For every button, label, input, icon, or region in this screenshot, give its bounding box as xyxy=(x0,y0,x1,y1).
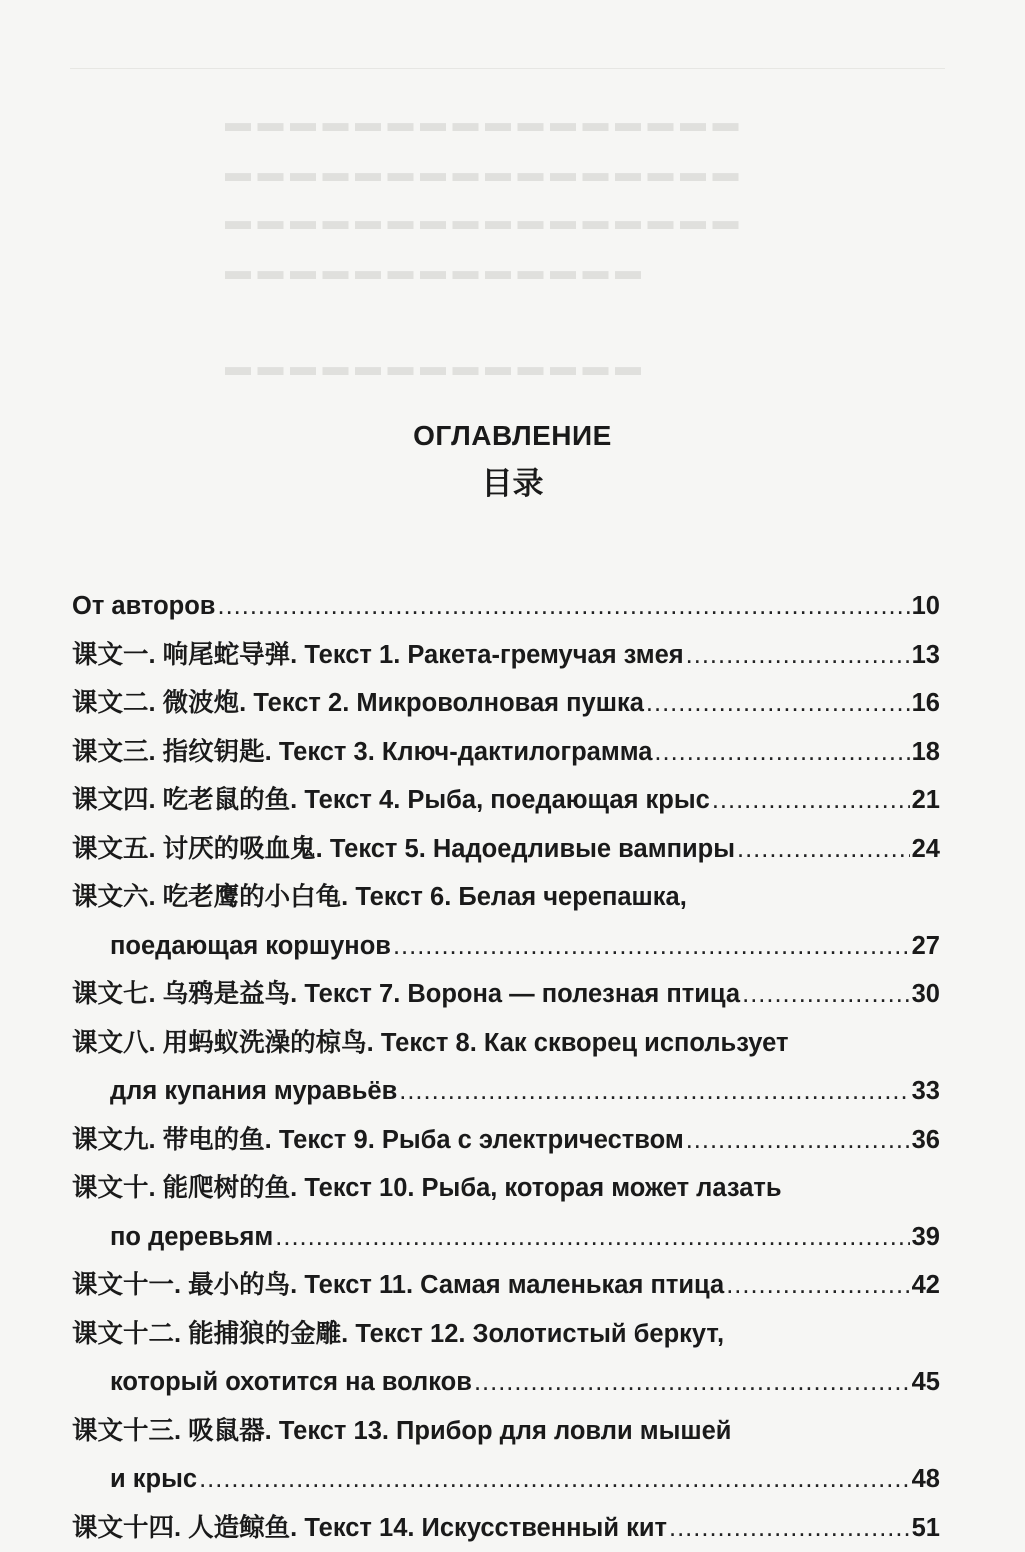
toc-page-number: 33 xyxy=(912,1067,940,1116)
dot-leader xyxy=(737,825,910,874)
toc-entry[interactable] xyxy=(72,1116,940,1165)
toc-entry-title: 课文十一. 最小的鸟. Текст 11. Самая маленькая птица xyxy=(72,1261,724,1310)
toc-entry-title: 课文九. 带电的鱼. Текст 9. Рыба с электричеством xyxy=(72,1116,684,1165)
toc-page-number: 30 xyxy=(912,970,940,1019)
toc-title-russian: ОГЛАВЛЕНИЕ xyxy=(0,420,1025,452)
dot-leader xyxy=(218,582,910,631)
dot-leader xyxy=(726,1261,909,1310)
toc-entry[interactable] xyxy=(72,1019,940,1116)
toc-entry[interactable] xyxy=(72,1261,940,1310)
toc-entry-title: 课文六. 吃老鹰的小白龟. Текст 6. Белая черепашка, xyxy=(72,873,687,922)
table-of-contents xyxy=(72,582,940,1552)
toc-entry[interactable] xyxy=(72,1310,940,1407)
toc-page-number: 10 xyxy=(912,582,940,631)
toc-entry-title: поедающая коршунов xyxy=(110,922,391,971)
toc-entry-title: 课文十三. 吸鼠器. Текст 13. Прибор для ловли мышей xyxy=(72,1407,731,1456)
toc-page-number: 36 xyxy=(912,1116,940,1165)
toc-entry-title: 课文十. 能爬树的鱼. Текст 10. Рыба, которая может лазать xyxy=(72,1164,782,1213)
dot-leader xyxy=(646,679,910,728)
toc-title-chinese: 目录 xyxy=(0,458,1025,503)
dot-leader xyxy=(393,922,910,971)
toc-entry-title: 课文二. 微波炮. Текст 2. Микроволновая пушка xyxy=(72,679,644,728)
bleed-through-reverse-page: ▬ ▬ ▬ ▬ ▬ ▬ ▬ ▬ ▬ ▬ ▬ ▬ ▬ ▬ ▬ ▬ ▬ ▬ ▬ ▬ ▬ ▬ ▬ ▬ ▬ ▬ ▬ ▬ ▬ ▬ ▬ ▬ ▬ ▬ ▬ ▬ ▬ ▬ ▬ ▬ ▬ ▬ ▬ ▬ ▬ ▬ ▬ ▬ ▬ ▬ ▬ ▬ ▬ ▬ ▬ ▬ ▬ ▬ ▬ ▬ ▬ ▬ ▬ ▬ ▬ ▬ ▬ ▬ ▬ ▬ ▬ ▬ ▬ ▬ xyxy=(0,0,1025,1545)
toc-entry-title: для купания муравьёв xyxy=(110,1067,397,1116)
toc-entry-title: 课文十二. 能捕狼的金雕. Текст 12. Золотистый беркут, xyxy=(72,1310,724,1359)
toc-entry[interactable] xyxy=(72,776,940,825)
toc-entry[interactable] xyxy=(72,631,940,680)
dot-leader xyxy=(399,1067,909,1116)
toc-page-number: 18 xyxy=(912,728,940,777)
toc-entry[interactable] xyxy=(72,873,940,970)
toc-page-number: 21 xyxy=(912,776,940,825)
toc-entry-title: 课文四. 吃老鼠的鱼. Текст 4. Рыба, поедающая крыс xyxy=(72,776,710,825)
toc-page-number: 39 xyxy=(912,1213,940,1262)
dot-leader xyxy=(742,970,910,1019)
toc-entry-title: и крыс xyxy=(110,1455,197,1504)
toc-entry[interactable] xyxy=(72,679,940,728)
toc-entry[interactable] xyxy=(72,582,940,631)
toc-entry-title: От авторов xyxy=(72,582,216,631)
toc-entry-title: 课文八. 用蚂蚁洗澡的椋鸟. Текст 8. Как скворец использует xyxy=(72,1019,788,1068)
dot-leader xyxy=(474,1358,910,1407)
toc-page-number: 16 xyxy=(912,679,940,728)
toc-entry-title: 课文七. 乌鸦是益鸟. Текст 7. Ворона — полезная птица xyxy=(72,970,740,1019)
toc-entry-title: 课文一. 响尾蛇导弹. Текст 1. Ракета-гремучая змея xyxy=(72,631,684,680)
dot-leader xyxy=(686,1116,910,1165)
toc-page-number: 27 xyxy=(912,922,940,971)
toc-page-number: 42 xyxy=(912,1261,940,1310)
toc-entry[interactable] xyxy=(72,825,940,874)
toc-entry-title: по деревьям xyxy=(110,1213,273,1262)
toc-entry[interactable] xyxy=(72,1407,940,1504)
toc-entry[interactable] xyxy=(72,970,940,1019)
toc-entry[interactable] xyxy=(72,1164,940,1261)
toc-entry[interactable] xyxy=(72,728,940,777)
toc-entry-title: 课文十四. 人造鲸鱼. Текст 14. Искусственный кит xyxy=(72,1504,667,1552)
toc-page-number: 48 xyxy=(912,1455,940,1504)
dot-leader xyxy=(275,1213,909,1262)
dot-leader xyxy=(654,728,909,777)
toc-page-number: 45 xyxy=(912,1358,940,1407)
toc-entry-title: который охотится на волков xyxy=(110,1358,472,1407)
dot-leader xyxy=(686,631,910,680)
dot-leader xyxy=(199,1455,910,1504)
dot-leader xyxy=(712,776,910,825)
toc-entry-title: 课文五. 讨厌的吸血鬼. Текст 5. Надоедливые вампиры xyxy=(72,825,735,874)
toc-entry-title: 课文三. 指纹钥匙. Текст 3. Ключ-дактилограмма xyxy=(72,728,652,777)
toc-page-number: 13 xyxy=(912,631,940,680)
toc-page-number: 51 xyxy=(912,1504,940,1552)
toc-page-number: 24 xyxy=(912,825,940,874)
